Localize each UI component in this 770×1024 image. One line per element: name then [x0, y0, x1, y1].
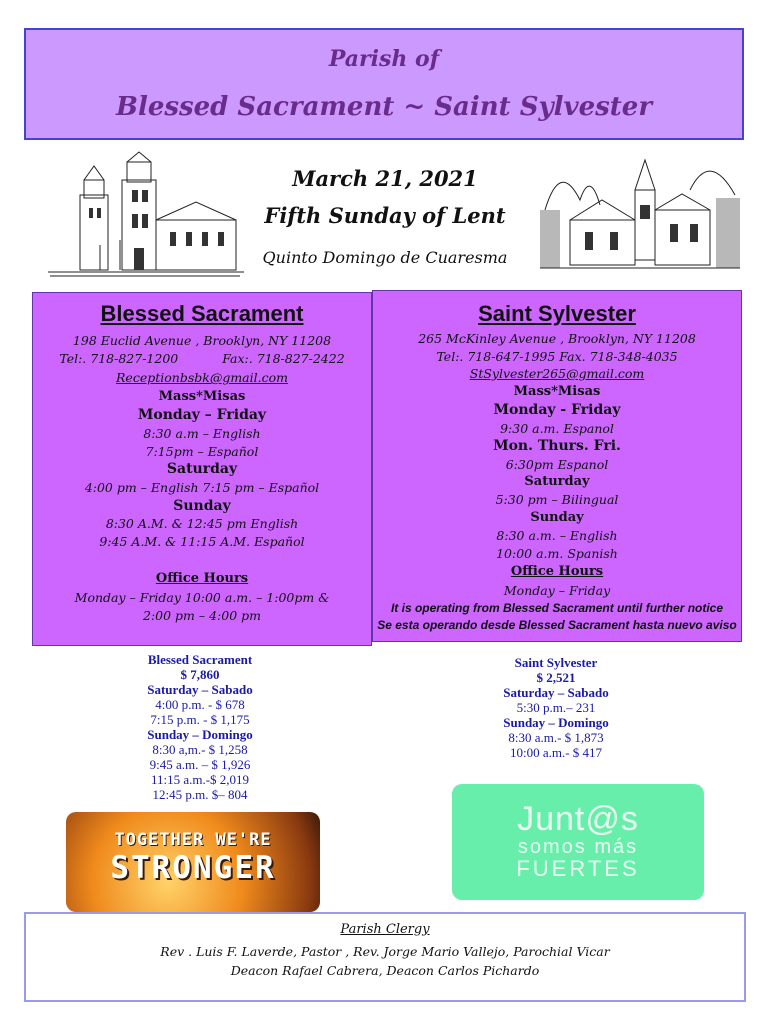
bs-email-link[interactable]: Receptionbsbk@gmail.com — [116, 370, 288, 385]
ss-phone-fax: Tel:. 718-647-1995 Fax. 718-348-4035 — [436, 349, 678, 364]
juntos-banner-line-3: FUERTES — [516, 856, 640, 881]
saint-sylvester-info-box — [372, 290, 742, 642]
blessed-sacrament-info-box — [32, 292, 372, 646]
bs-collection-sat-1: 4:00 p.m. - $ 678 — [155, 697, 245, 712]
bulletin-date: March 21, 2021 — [292, 166, 478, 191]
bs-sunday-mass-2: 9:45 A.M. & 11:15 A.M. Español — [99, 534, 305, 549]
bs-sunday-mass-1: 8:30 A.M. & 12:45 pm English — [105, 516, 299, 531]
ss-collection-title: Saint Sylvester — [514, 655, 598, 670]
bs-mass-heading: Mass*Misas — [158, 389, 246, 404]
together-banner-line-2: STRONGER — [110, 850, 276, 886]
bs-collection-sat-heading: Saturday – Sabado — [147, 682, 253, 697]
ss-title: Saint Sylvester — [478, 301, 636, 326]
ss-collection-sat-heading: Saturday – Sabado — [503, 685, 609, 700]
ss-weekday-mass: 9:30 a.m. Espanol — [500, 421, 614, 436]
clergy-line-2: Deacon Rafael Cabrera, Deacon Carlos Pichardo — [230, 963, 540, 978]
ss-collection-sat-1: 5:30 p.m.– 231 — [516, 700, 596, 715]
juntos-banner-line-1: Junt@s — [517, 800, 639, 838]
parish-clergy-box — [24, 912, 746, 1002]
ss-address: 265 McKinley Avenue , Brooklyn, NY 11208 — [418, 331, 696, 346]
bs-weekday-heading: Monday – Friday — [137, 407, 267, 423]
together-stronger-banner — [66, 812, 320, 912]
bs-saturday-heading: Saturday — [166, 461, 238, 477]
ss-collection-sun-heading: Sunday – Domingo — [503, 715, 609, 730]
bs-collection-sun-3: 11:15 a.m.-$ 2,019 — [150, 772, 250, 787]
bs-tel: Tel:. 718-827-1200 — [59, 351, 179, 366]
ss-email-link[interactable]: StSylvester265@gmail.com — [469, 366, 645, 381]
bs-office-hours-2: 2:00 pm – 4:00 pm — [143, 608, 261, 623]
parish-name-title: Blessed Sacrament ~ Saint Sylvester — [115, 92, 653, 122]
ss-collection-total: $ 2,521 — [536, 670, 576, 685]
bs-weekday-mass-2: 7:15pm – Español — [145, 444, 259, 459]
parish-of-title: Parish of — [328, 46, 440, 72]
bs-collection-title: Blessed Sacrament — [147, 652, 253, 667]
bs-collection-sun-1: 8:30 a,m.- $ 1,258 — [152, 742, 248, 757]
bs-collection-sat-2: 7:15 p.m. - $ 1,175 — [150, 712, 250, 727]
ss-mtf-heading: Mon. Thurs. Fri. — [493, 438, 621, 454]
bs-address: 198 Euclid Avenue , Brooklyn, NY 11208 — [72, 333, 332, 348]
ss-notice-english: It is operating from Blessed Sacrament until further notice — [390, 601, 724, 615]
ss-collection — [466, 655, 646, 760]
bs-fax: Fax:. 718-827-2422 — [222, 351, 345, 366]
ss-collection-sun-2: 10:00 a.m.- $ 417 — [509, 745, 603, 760]
bs-saturday-mass: 4:00 pm – English 7:15 pm – Español — [84, 480, 320, 495]
bs-collection-sun-4: 12:45 p.m. $– 804 — [152, 787, 248, 802]
ss-saturday-mass: 5:30 pm – Bilingual — [495, 492, 619, 507]
juntos-banner-line-2: somos más — [517, 836, 639, 858]
bs-collection-sun-heading: Sunday – Domingo — [147, 727, 253, 742]
together-banner-line-1: TOGETHER WE'RE — [114, 830, 272, 850]
bs-collection-sun-2: 9:45 a.m. – $ 1,926 — [149, 757, 251, 772]
ss-notice-spanish: Se esta operando desde Blessed Sacrament hasta nuevo aviso — [377, 618, 737, 632]
ss-saturday-heading: Saturday — [524, 474, 590, 489]
ss-collection-sun-1: 8:30 a.m.- $ 1,873 — [508, 730, 604, 745]
ss-mtf-mass: 6:30pm Espanol — [505, 457, 609, 472]
ss-sunday-mass-2: 10:00 a.m. Spanish — [496, 546, 618, 561]
bs-collection-total: $ 7,860 — [180, 667, 220, 682]
bs-weekday-mass-1: 8:30 a.m – English — [143, 426, 261, 441]
liturgical-sunday: Fifth Sunday of Lent — [264, 203, 506, 228]
bs-collection — [110, 652, 290, 802]
juntos-fuertes-banner — [452, 784, 704, 900]
bs-phone-fax — [33, 351, 371, 366]
bs-sunday-heading: Sunday — [173, 498, 231, 514]
ss-sunday-heading: Sunday — [530, 510, 584, 525]
bs-office-hours-heading: Office Hours — [155, 571, 249, 586]
ss-mass-heading: Mass*Misas — [513, 384, 601, 399]
ss-office-hours-1: Monday – Friday — [503, 583, 611, 598]
ss-weekday-heading: Monday - Friday — [493, 402, 621, 418]
bs-title: Blessed Sacrament — [100, 301, 304, 326]
clergy-line-1: Rev . Luis F. Laverde, Pastor , Rev. Jorge Mario Vallejo, Parochial Vicar — [160, 944, 610, 959]
clergy-title: Parish Clergy — [340, 922, 430, 937]
bs-office-hours-1: Monday – Friday 10:00 a.m. – 1:00pm & — [74, 590, 330, 605]
liturgical-sunday-spanish: Quinto Domingo de Cuaresma — [262, 248, 508, 267]
ss-office-hours-heading: Office Hours — [510, 564, 604, 579]
ss-sunday-mass-1: 8:30 a.m. – English — [496, 528, 618, 543]
parish-header — [24, 28, 744, 140]
